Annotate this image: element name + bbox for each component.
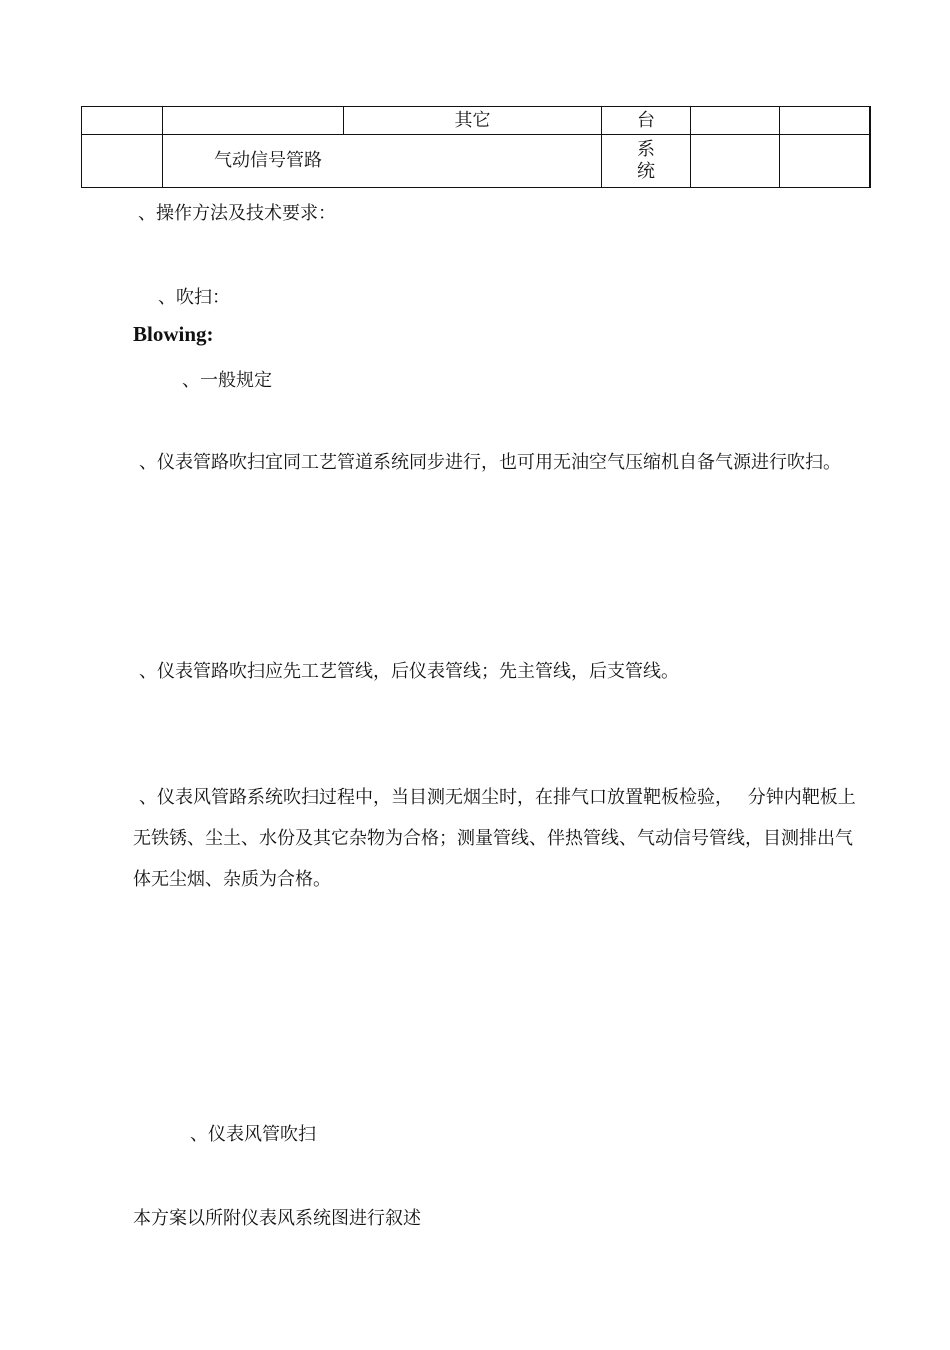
- table-cell: [691, 107, 780, 135]
- paragraph-3: 、仪表风管路系统吹扫过程中，当目测无烟尘时，在排气口放置靶板检验， 分钟内靶板上无铁锈、尘土、水份及其它杂物为合格；测量管线、伴热管线、气动信号管线，目测排出气体无尘烟、杂质为合格。: [133, 787, 856, 890]
- air-heading: 、仪表风管吹扫: [190, 1124, 316, 1145]
- table-cell-unit: [602, 135, 691, 188]
- equipment-table: [81, 106, 871, 188]
- table-cell: [780, 107, 870, 135]
- unit-char: 系: [637, 139, 655, 160]
- table-cell-item: 其它: [344, 107, 602, 135]
- table-row: [82, 135, 870, 188]
- unit-char: 统: [637, 161, 655, 182]
- table-cell: [82, 135, 163, 188]
- general-heading: 、一般规定: [182, 370, 272, 391]
- table-cell: [163, 107, 344, 135]
- table-cell: [780, 135, 870, 188]
- table-row: [82, 107, 870, 135]
- blow-heading: 、吹扫：: [158, 287, 230, 308]
- table-cell-unit: 台: [602, 107, 691, 135]
- paragraph-1: 、仪表管路吹扫宜同工艺管道系统同步进行，也可用无油空气压缩机自备气源进行吹扫。: [139, 452, 841, 473]
- table-cell-item: [163, 135, 602, 188]
- table-cell: [82, 107, 163, 135]
- item-label: 气动信号管路: [214, 150, 322, 171]
- ops-heading: 、操作方法及技术要求：: [138, 203, 336, 224]
- blowing-en-heading: Blowing:: [133, 322, 214, 346]
- paragraph-2: 、仪表管路吹扫应先工艺管线，后仪表管线；先主管线，后支管线。: [139, 661, 679, 682]
- table-cell: [691, 135, 780, 188]
- closing-line: 本方案以所附仪表风系统图进行叙述: [133, 1208, 421, 1229]
